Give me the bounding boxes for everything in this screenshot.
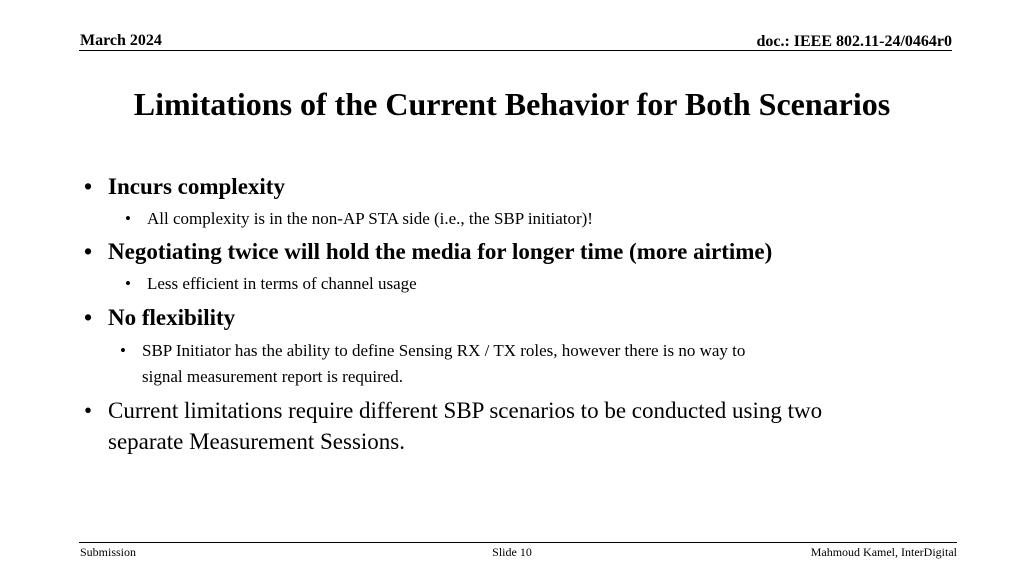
bullet-text-line-2: separate Measurement Sessions. (108, 429, 406, 454)
bullet-text-line-1: Current limitations require different SBP scenarios to be conducted using two (108, 398, 823, 423)
bullet-incurs-complexity (84, 172, 285, 202)
slide-title: Limitations of the Current Behavior for Both Scenarios (133, 86, 891, 122)
bullet-negotiating-twice (84, 237, 773, 267)
bullet-text: Incurs complexity (108, 174, 285, 199)
bullet-current-limitations-continued (108, 427, 405, 457)
bullet-dot-icon: • (84, 239, 93, 264)
bullet-dot-icon: • (84, 305, 93, 330)
footer-submission: Submission (80, 545, 137, 559)
bullet-current-limitations (84, 396, 823, 426)
bullet-no-flexibility (84, 303, 236, 333)
bullet-dot-icon: • (125, 209, 131, 228)
sub-bullet-complexity-side (125, 208, 593, 230)
bullet-text: No flexibility (108, 305, 236, 330)
sub-bullet-sbp-roles (120, 340, 746, 362)
sub-bullet-text: Less efficient in terms of channel usage (147, 274, 417, 293)
header-doc-id: doc.: IEEE 802.11-24/0464r0 (756, 33, 952, 50)
footer-slide-number: Slide 10 (492, 545, 532, 559)
sub-bullet-channel-usage (125, 273, 417, 295)
sub-bullet-text-line-1: SBP Initiator has the ability to define Sensing RX / TX roles, however there is no way to (142, 341, 746, 360)
footer-author: Mahmoud Kamel, InterDigital (810, 545, 957, 559)
bullet-dot-icon: • (125, 274, 131, 293)
bullet-text: Negotiating twice will hold the media for longer time (more airtime) (108, 239, 773, 264)
sub-bullet-sbp-roles-continued (142, 366, 403, 388)
bullet-dot-icon: • (84, 174, 93, 199)
bullet-dot-icon: • (84, 398, 93, 423)
sub-bullet-text-line-2: signal measurement report is required. (142, 367, 404, 386)
sub-bullet-text: All complexity is in the non-AP STA side (i.e., the SBP initiator)! (147, 209, 593, 228)
footer-divider (79, 542, 957, 543)
bullet-dot-icon: • (120, 341, 126, 360)
header-date: March 2024 (80, 32, 162, 49)
